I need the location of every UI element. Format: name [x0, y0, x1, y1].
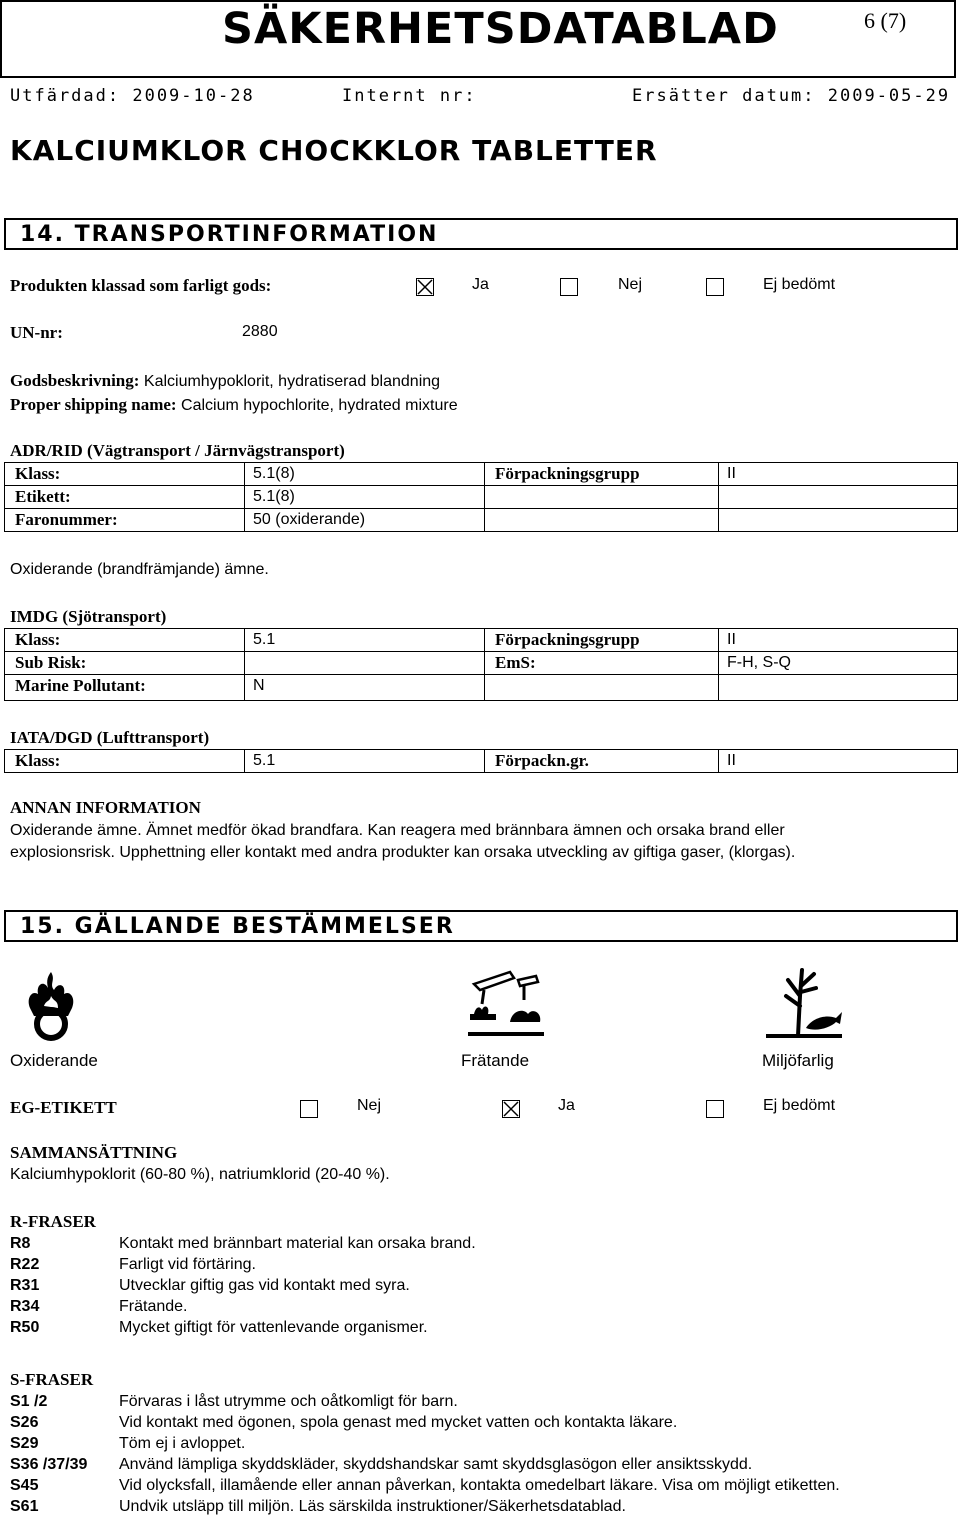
flame-over-circle-icon — [24, 970, 78, 1047]
adr-etikett-value: 5.1(8) — [253, 488, 295, 505]
dead-tree-fish-icon — [764, 966, 844, 1047]
section-15-heading: 15. GÄLLANDE BESTÄMMELSER — [4, 910, 958, 942]
sammansattning-text: Kalciumhypoklorit (60-80 %), natriumklorid (20-40 %). — [10, 1166, 390, 1183]
iata-fpg-label: Förpackn.gr. — [495, 751, 589, 770]
adr-faro-label: Faronummer: — [15, 510, 118, 529]
checkbox-ej-bedomt[interactable] — [706, 278, 724, 296]
s-phrase-text: Använd lämpliga skyddskläder, skyddshandskar samt skyddsglasögon eller ansiktsskydd. — [119, 1456, 753, 1473]
r-phrase-code: R8 — [10, 1235, 31, 1252]
replaces-date: Ersätter datum: 2009-05-29 — [632, 86, 951, 106]
imdg-klass-label: Klass: — [15, 630, 61, 649]
imdg-ems-value: F-H, S-Q — [727, 654, 791, 671]
s-phrase-text: Förvaras i låst utrymme och oåtkomligt för barn. — [119, 1393, 458, 1410]
imdg-marine-pollutant-label: Marine Pollutant: — [15, 676, 146, 695]
eg-ja-label: Ja — [558, 1097, 575, 1114]
proper-shipping-label: Proper shipping name: — [10, 395, 177, 414]
s-phrase-code: S61 — [10, 1498, 39, 1515]
godsbeskrivning-line — [10, 371, 440, 391]
r-phrase-code: R50 — [10, 1319, 40, 1336]
internal-number: Internt nr: — [342, 86, 477, 106]
checked-x-icon — [503, 1101, 521, 1119]
adr-faro-value: 50 (oxiderande) — [253, 511, 366, 528]
adr-etikett-label: Etikett: — [15, 487, 71, 506]
other-info-line-1: Oxiderande ämne. Ämnet medför ökad brandfara. Kan reagera med brännbara ämnen och orsaka brand eller — [10, 822, 785, 839]
option-nej-label: Nej — [618, 276, 643, 293]
checkbox-nej[interactable] — [560, 278, 578, 296]
checkbox-ja[interactable] — [416, 278, 434, 296]
r-phrase-text: Frätande. — [119, 1298, 188, 1315]
r-phrase-text: Mycket giftigt för vattenlevande organismer. — [119, 1319, 428, 1336]
adr-klass-label: Klass: — [15, 464, 61, 483]
checked-x-icon — [417, 279, 435, 297]
iata-table — [4, 749, 958, 773]
r-phrase-text: Farligt vid förtäring. — [119, 1256, 256, 1273]
option-ej-bedomt-label: Ej bedömt — [763, 276, 836, 293]
r-phrase-code: R34 — [10, 1298, 40, 1315]
s-phrase-text: Töm ej i avloppet. — [119, 1435, 246, 1452]
sammansattning-heading: SAMMANSÄTTNING — [10, 1143, 178, 1162]
imdg-table — [4, 628, 958, 701]
page-number: 6 (7) — [864, 8, 907, 33]
imdg-subrisk-label: Sub Risk: — [15, 653, 87, 672]
adr-fpg-value: II — [727, 465, 736, 482]
s-phrase-code: S45 — [10, 1477, 39, 1494]
imdg-fpg-label: Förpackningsgrupp — [495, 630, 640, 649]
s-phrase-code: S29 — [10, 1435, 39, 1452]
iata-fpg-value: II — [727, 752, 736, 769]
eg-etikett-label: EG-ETIKETT — [10, 1098, 117, 1117]
r-phrase-code: R31 — [10, 1277, 40, 1294]
s-phrase-text: Vid kontakt med ögonen, spola genast med mycket vatten och kontakta läkare. — [119, 1414, 678, 1431]
r-phrase-text: Kontakt med brännbart material kan orsaka brand. — [119, 1235, 476, 1252]
checkbox-eg-ja[interactable] — [502, 1100, 520, 1118]
godsbeskrivning-value: Kalciumhypoklorit, hydratiserad blandning — [143, 373, 441, 390]
hazard-label-miljofarlig: Miljöfarlig — [762, 1051, 834, 1070]
s-phrase-text: Undvik utsläpp till miljön. Läs särskilda instruktioner/Säkerhetsdatablad. — [119, 1498, 626, 1515]
classified-label: Produkten klassad som farligt gods: — [10, 276, 272, 295]
checkbox-eg-nej[interactable] — [300, 1100, 318, 1118]
iata-klass-label: Klass: — [15, 751, 61, 770]
s-phrase-code: S1 /2 — [10, 1393, 48, 1410]
imdg-marine-pollutant-value: N — [253, 677, 265, 694]
s-fraser-heading: S-FRASER — [10, 1370, 94, 1389]
eg-nej-label: Nej — [357, 1097, 382, 1114]
imdg-heading: IMDG (Sjötransport) — [10, 607, 167, 626]
r-fraser-heading: R-FRASER — [10, 1212, 96, 1231]
hazard-label-oxiderande: Oxiderande — [10, 1051, 98, 1070]
iata-klass-value: 5.1 — [253, 752, 276, 769]
imdg-ems-label: EmS: — [495, 653, 536, 672]
document-title: SÄKERHETSDATABLAD — [222, 4, 779, 54]
product-name: KALCIUMKLOR CHOCKKLOR TABLETTER — [10, 134, 658, 167]
imdg-fpg-value: II — [727, 631, 736, 648]
issued-date: Utfärdad: 2009-10-28 — [10, 86, 255, 106]
proper-shipping-value: Calcium hypochlorite, hydrated mixture — [181, 397, 458, 414]
r-phrase-text: Utvecklar giftig gas vid kontakt med syra. — [119, 1277, 410, 1294]
imdg-klass-value: 5.1 — [253, 631, 276, 648]
s-phrase-code: S36 /37/39 — [10, 1456, 88, 1473]
adr-heading: ADR/RID (Vägtransport / Järnvägstransport) — [10, 441, 345, 460]
hazard-label-fratande: Frätande — [461, 1051, 530, 1070]
checkbox-eg-ej-bedomt[interactable] — [706, 1100, 724, 1118]
proper-shipping-line — [10, 395, 458, 415]
other-info-line-2: explosionsrisk. Upphettning eller kontakt med andra produkter kan orsaka utveckling av giftiga gaser, (klorgas). — [10, 844, 796, 861]
adr-table — [4, 462, 958, 532]
corrosion-icon — [466, 970, 546, 1045]
adr-klass-value: 5.1(8) — [253, 465, 295, 482]
r-phrase-code: R22 — [10, 1256, 40, 1273]
godsbeskrivning-label: Godsbeskrivning: — [10, 371, 140, 390]
adr-note: Oxiderande (brandfrämjande) ämne. — [10, 561, 269, 578]
s-phrase-code: S26 — [10, 1414, 39, 1431]
option-ja-label: Ja — [472, 276, 489, 293]
other-info-heading: ANNAN INFORMATION — [10, 798, 201, 817]
adr-fpg-label: Förpackningsgrupp — [495, 464, 640, 483]
un-value: 2880 — [242, 323, 278, 340]
s-phrase-text: Vid olycksfall, illamående eller annan påverkan, kontakta omedelbart läkare. Visa om möjligt etiketten. — [119, 1477, 840, 1494]
eg-ej-bedomt-label: Ej bedömt — [763, 1097, 836, 1114]
iata-heading: IATA/DGD (Lufttransport) — [10, 728, 210, 747]
section-14-heading: 14. TRANSPORTINFORMATION — [4, 218, 958, 250]
un-label: UN-nr: — [10, 323, 63, 342]
